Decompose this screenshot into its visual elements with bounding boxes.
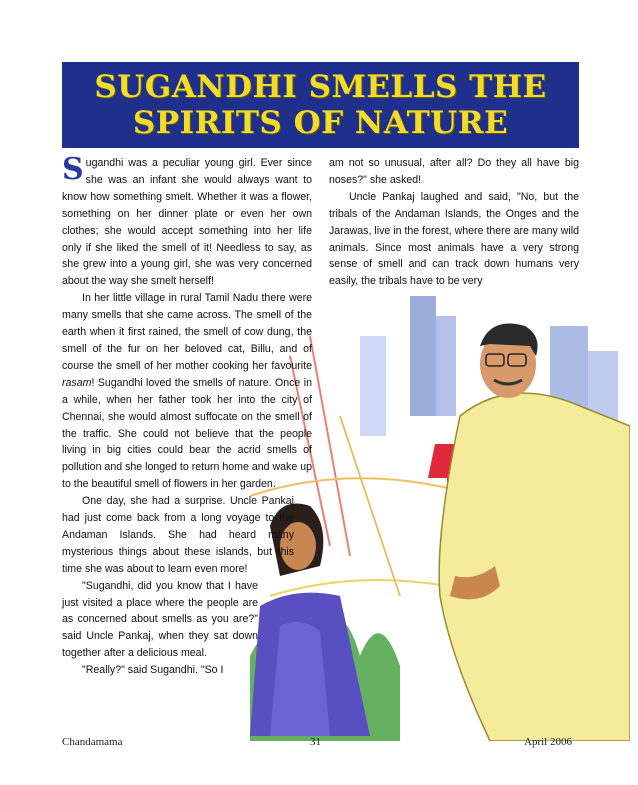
paragraph-1-text: ugandhi was a peculiar young girl. Ever since she was an infant she would always want to know how something smelt. Whether it was a flower, something on her dinner plate or even her own clothes; she would accept something into her life only if she liked the smell of it! Needless to say, as she grew into a young girl, she was very concerned about the way she smelt herself! [62,157,312,288]
rasam-word: rasam [62,376,92,389]
footer-date: April 2006 [524,736,572,748]
paragraph-2-text-a: In her little village in rural Tamil Nadu there were many smells that she came across. The smell of the earth when it first rained, the smell of cow dung, the smell of the fur on her beloved cat, Billu, and of course the smell of her mother cooking her favourite [62,292,312,372]
paragraph-7: Uncle Pankaj laughed and said, "No, but the tribals of the Andaman Islands, the Onges and the Jarawas, live in the forest, where there are many wild animals. Since most animals have a very strong sense of smell and can track down humans very easily, the tribals have to be very [329,190,579,288]
paragraph-3: One day, she had a surprise. Uncle Pankaj had just come back from a long voyage to the Andaman Islands. She had heard many mysterious things about these islands, but this time she was about to learn even more! [62,495,294,575]
paragraph-1 [62,152,312,290]
footer-page-number: 31 [310,736,321,748]
paragraph-2-text-b: ! Sugandhi loved the smells of nature. Once in a while, when her father took her into the city of Chennai, she would almost suffocate on the smell of the traffic. She could not believe that the people living in big cities could bear the acrid smells of pollution and she longed to return home and wake up to the beautiful smell of flowers in her garden. [62,376,312,491]
title-line-1: SUGANDHI SMELLS THE [94,69,547,105]
paragraph-6: am not so unusual, after all? Do they all have big noses?" she asked! [329,157,579,186]
drop-cap: S [62,152,84,187]
paragraph-5: "Really?" said Sugandhi. "So I [82,664,224,677]
column-left [62,152,312,679]
paragraph-4: "Sugandhi, did you know that I have just visited a place where the people are as concerned about smells as you are?" said Uncle Pankaj, when they sat down together after a delicious meal. [62,579,258,660]
title-banner [62,62,579,148]
footer-magazine: Chandamama [62,736,123,748]
column-right [329,155,579,290]
paragraph-2 [62,290,312,493]
title-line-2: SPIRITS OF NATURE [132,105,509,141]
